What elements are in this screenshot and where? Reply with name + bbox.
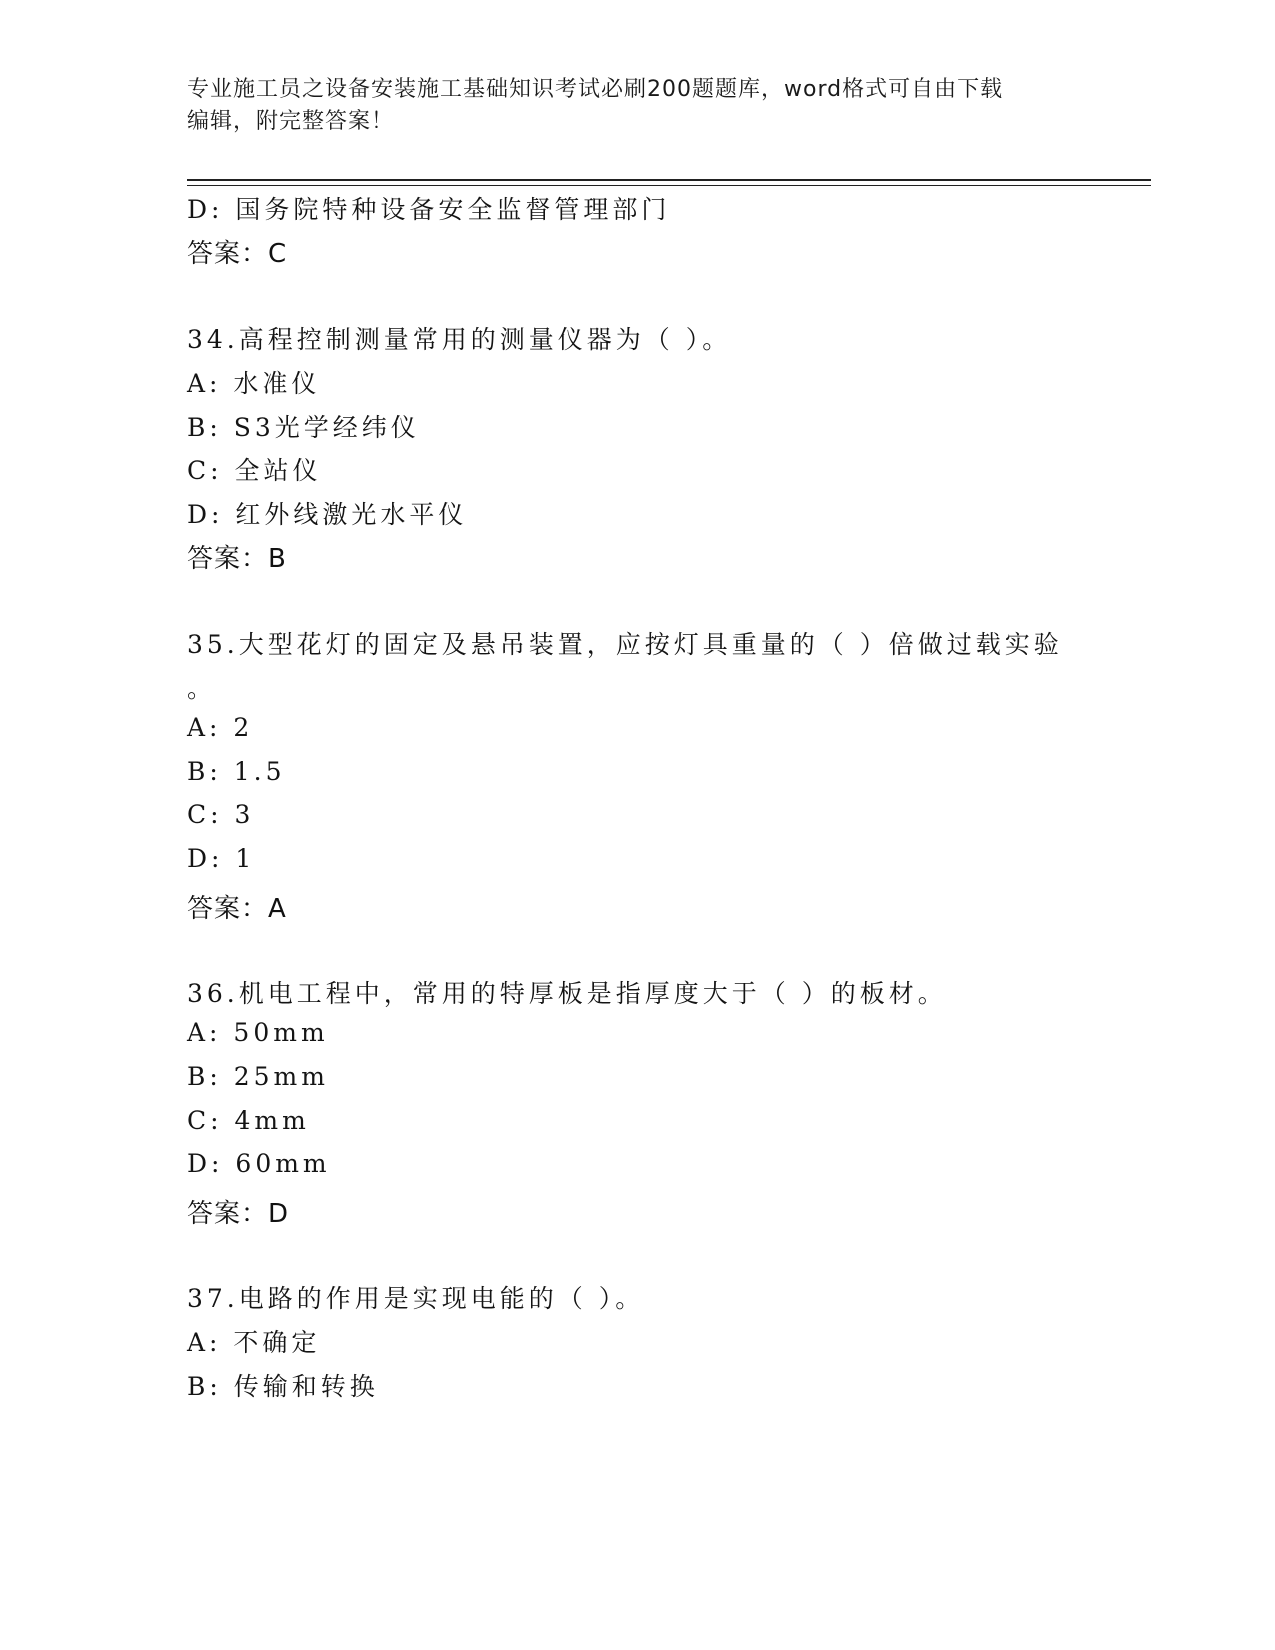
header-divider-thin (187, 185, 1151, 186)
q35-answer: 答案：A (187, 894, 287, 924)
q34-option-c: C: 全站仪 (187, 456, 322, 485)
header-title-line1: 专业施工员之设备安装施工基础知识考试必刷200题题库，word格式可自由下载 (187, 77, 1004, 102)
q36-option-b: B: 25mm (187, 1062, 329, 1091)
q33-option-d: D: 国务院特种设备安全监督管理部门 (187, 195, 671, 224)
q35-question: 35.大型花灯的固定及悬吊装置，应按灯具重量的（ ）倍做过载实验 (187, 630, 1063, 659)
header-divider-thick (187, 179, 1151, 181)
q36-question: 36.机电工程中，常用的特厚板是指厚度大于（ ）的板材。 (187, 979, 947, 1008)
q34-option-b: B: S3光学经纬仪 (187, 413, 420, 442)
q35-option-d: D: 1 (187, 844, 256, 873)
q35-question-cont: 。 (187, 674, 217, 703)
document-header (187, 74, 1067, 138)
q35-option-c: C: 3 (187, 800, 255, 829)
q37-option-b: B: 传输和转换 (187, 1372, 379, 1401)
q36-answer: 答案：D (187, 1199, 290, 1229)
q35-option-a: A: 2 (187, 713, 254, 742)
q37-option-a: A: 不确定 (187, 1328, 321, 1357)
q34-answer: 答案：B (187, 544, 287, 574)
q34-option-a: A: 水准仪 (187, 369, 321, 398)
q36-option-c: C: 4mm (187, 1106, 310, 1135)
q37-question: 37.电路的作用是实现电能的（ ）。 (187, 1284, 645, 1313)
q33-answer: 答案：C (187, 239, 288, 269)
q36-option-d: D: 60mm (187, 1149, 331, 1178)
q35-option-b: B: 1.5 (187, 757, 286, 786)
q34-question: 34.高程控制测量常用的测量仪器为（ ）。 (187, 325, 732, 354)
header-title-line2: 编辑，附完整答案！ (187, 109, 395, 134)
q34-option-d: D: 红外线激光水平仪 (187, 500, 468, 529)
q36-option-a: A: 50mm (187, 1018, 329, 1047)
